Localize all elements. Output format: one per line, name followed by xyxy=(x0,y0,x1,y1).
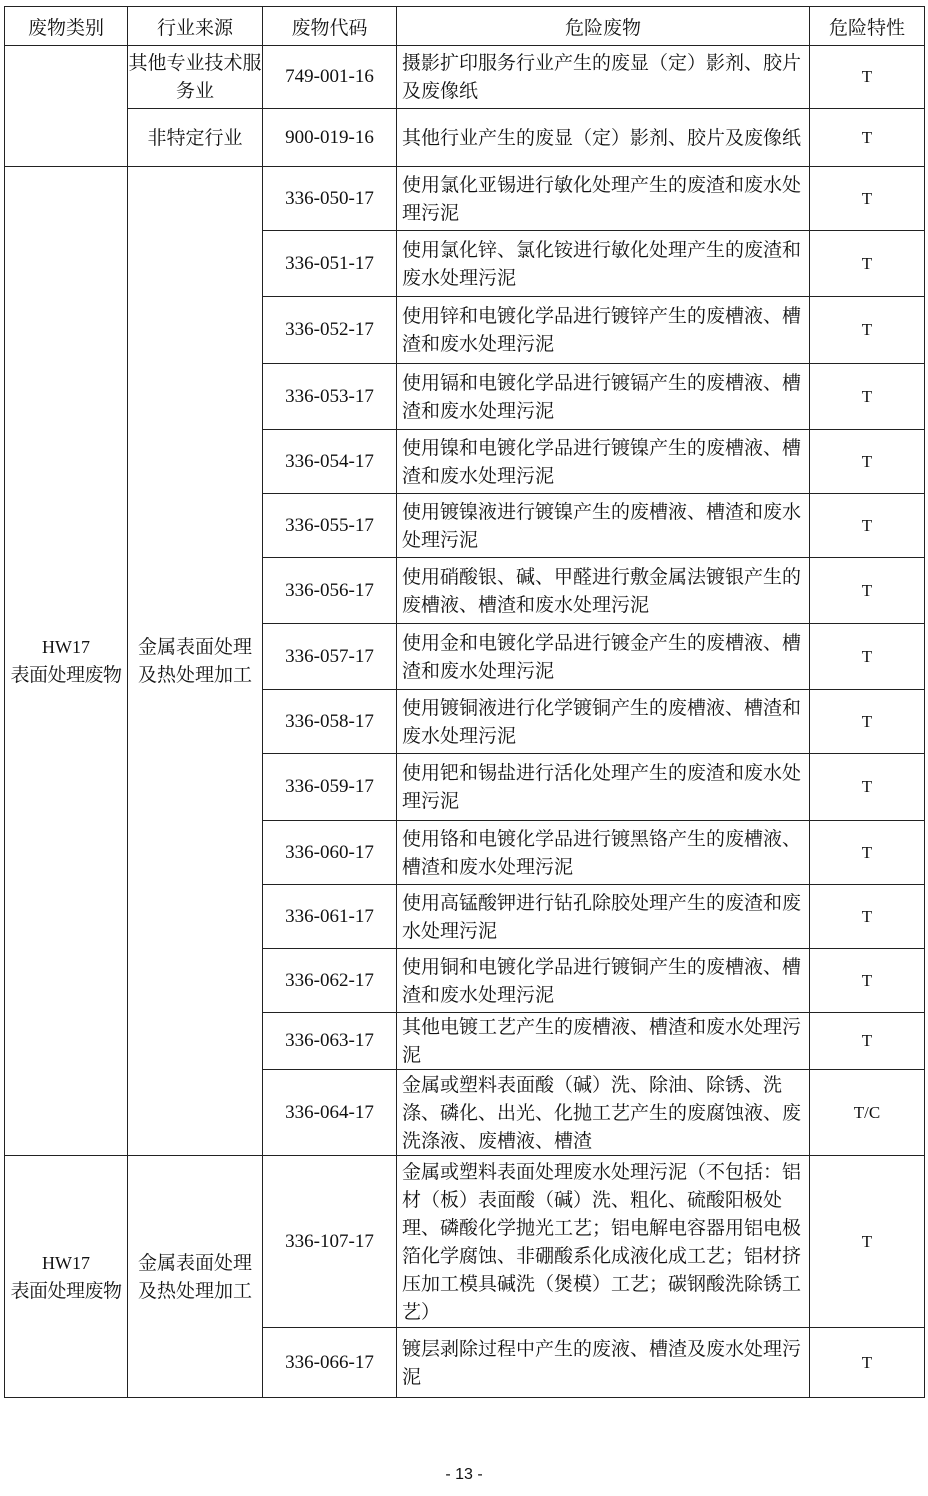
property-cell: T xyxy=(810,494,925,558)
header-property: 危险特性 xyxy=(810,7,925,46)
desc-cell: 使用镀铜液进行化学镀铜产生的废槽液、槽渣和废水处理污泥 xyxy=(397,690,810,754)
header-waste: 危险废物 xyxy=(397,7,810,46)
header-row xyxy=(5,7,925,46)
property-cell: T xyxy=(810,754,925,821)
code-cell: 336-061-17 xyxy=(263,885,397,949)
table-row xyxy=(5,167,925,231)
desc-cell: 金属或塑料表面处理废水处理污泥（不包括：铝材（板）表面酸（碱）洗、粗化、硫酸阳极处理、磷酸化学抛光工艺；铝电解电容器用铝电极箔化学腐蚀、非硼酸系化成液化成工艺；铝材挤压加工模具碱洗（煲模）工艺；碳钢酸洗除锈工艺） xyxy=(397,1156,810,1328)
desc-cell: 使用镉和电镀化学品进行镀镉产生的废槽液、槽渣和废水处理污泥 xyxy=(397,364,810,430)
code-cell: 336-050-17 xyxy=(263,167,397,231)
code-cell: 336-054-17 xyxy=(263,430,397,494)
desc-cell: 使用镀镍液进行镀镍产生的废槽液、槽渣和废水处理污泥 xyxy=(397,494,810,558)
desc-cell: 使用铜和电镀化学品进行镀铜产生的废槽液、槽渣和废水处理污泥 xyxy=(397,949,810,1013)
code-cell: 336-062-17 xyxy=(263,949,397,1013)
page-number: - 13 - xyxy=(445,1466,483,1483)
code-cell: 336-066-17 xyxy=(263,1328,397,1398)
code-cell: 336-059-17 xyxy=(263,754,397,821)
property-cell: T xyxy=(810,690,925,754)
desc-cell: 金属或塑料表面酸（碱）洗、除油、除锈、洗涤、磷化、出光、化抛工艺产生的废腐蚀液、废洗涤液、废槽液、槽渣 xyxy=(397,1070,810,1156)
code-cell: 749-001-16 xyxy=(263,46,397,109)
category-cell xyxy=(5,167,128,1156)
property-cell: T xyxy=(810,297,925,364)
desc-cell: 使用氯化亚锡进行敏化处理产生的废渣和废水处理污泥 xyxy=(397,167,810,231)
code-cell: 336-051-17 xyxy=(263,231,397,297)
desc-cell: 镀层剥除过程中产生的废液、槽渣及废水处理污泥 xyxy=(397,1328,810,1398)
property-cell: T xyxy=(810,109,925,167)
desc-cell: 使用锌和电镀化学品进行镀锌产生的废槽液、槽渣和废水处理污泥 xyxy=(397,297,810,364)
code-cell: 336-060-17 xyxy=(263,821,397,885)
header-code: 废物代码 xyxy=(263,7,397,46)
desc-cell: 使用金和电镀化学品进行镀金产生的废槽液、槽渣和废水处理污泥 xyxy=(397,624,810,690)
desc-cell: 其他电镀工艺产生的废槽液、槽渣和废水处理污泥 xyxy=(397,1013,810,1070)
desc-cell: 使用钯和锡盐进行活化处理产生的废渣和废水处理污泥 xyxy=(397,754,810,821)
property-cell: T xyxy=(810,885,925,949)
group-hw17-b xyxy=(5,1156,925,1398)
category-cell-empty xyxy=(5,46,128,167)
property-cell: T xyxy=(810,624,925,690)
desc-cell: 其他行业产生的废显（定）影剂、胶片及废像纸 xyxy=(397,109,810,167)
category-code: HW17 xyxy=(42,1252,90,1273)
property-cell: T xyxy=(810,46,925,109)
code-cell: 336-107-17 xyxy=(263,1156,397,1328)
source-cell: 其他专业技术服务业 xyxy=(128,46,263,109)
header-source: 行业来源 xyxy=(128,7,263,46)
code-cell: 336-056-17 xyxy=(263,558,397,624)
desc-cell: 使用铬和电镀化学品进行镀黑铬产生的废槽液、槽渣和废水处理污泥 xyxy=(397,821,810,885)
property-cell: T xyxy=(810,364,925,430)
property-cell: T xyxy=(810,821,925,885)
property-cell: T xyxy=(810,949,925,1013)
category-cell xyxy=(5,1156,128,1398)
table-row xyxy=(5,1156,925,1328)
code-cell: 336-052-17 xyxy=(263,297,397,364)
desc-cell: 使用硝酸银、碱、甲醛进行敷金属法镀银产生的废槽液、槽渣和废水处理污泥 xyxy=(397,558,810,624)
category-name: 表面处理废物 xyxy=(10,664,122,686)
property-cell: T xyxy=(810,558,925,624)
code-cell: 900-019-16 xyxy=(263,109,397,167)
source-cell: 金属表面处理及热处理加工 xyxy=(128,167,263,1156)
property-cell: T xyxy=(810,167,925,231)
property-cell: T xyxy=(810,231,925,297)
property-cell: T/C xyxy=(810,1070,925,1156)
code-cell: 336-058-17 xyxy=(263,690,397,754)
category-name: 表面处理废物 xyxy=(10,1279,122,1302)
code-cell: 336-053-17 xyxy=(263,364,397,430)
desc-cell: 摄影扩印服务行业产生的废显（定）影剂、胶片及废像纸 xyxy=(397,46,810,109)
code-cell: 336-057-17 xyxy=(263,624,397,690)
property-cell: T xyxy=(810,1013,925,1070)
property-cell: T xyxy=(810,1156,925,1328)
table-row xyxy=(5,46,925,109)
code-cell: 336-055-17 xyxy=(263,494,397,558)
source-cell: 非特定行业 xyxy=(128,109,263,167)
category-code: HW17 xyxy=(42,637,90,657)
desc-cell: 使用镍和电镀化学品进行镀镍产生的废槽液、槽渣和废水处理污泥 xyxy=(397,430,810,494)
header-category: 废物类别 xyxy=(5,7,128,46)
source-cell: 金属表面处理及热处理加工 xyxy=(128,1156,263,1398)
hazardous-waste-table xyxy=(4,6,925,1398)
group-hw17-a xyxy=(5,167,925,1156)
table-row xyxy=(5,109,925,167)
desc-cell: 使用氯化锌、氯化铵进行敏化处理产生的废渣和废水处理污泥 xyxy=(397,231,810,297)
property-cell: T xyxy=(810,1328,925,1398)
code-cell: 336-064-17 xyxy=(263,1070,397,1156)
code-cell: 336-063-17 xyxy=(263,1013,397,1070)
property-cell: T xyxy=(810,430,925,494)
desc-cell: 使用高锰酸钾进行钻孔除胶处理产生的废渣和废水处理污泥 xyxy=(397,885,810,949)
